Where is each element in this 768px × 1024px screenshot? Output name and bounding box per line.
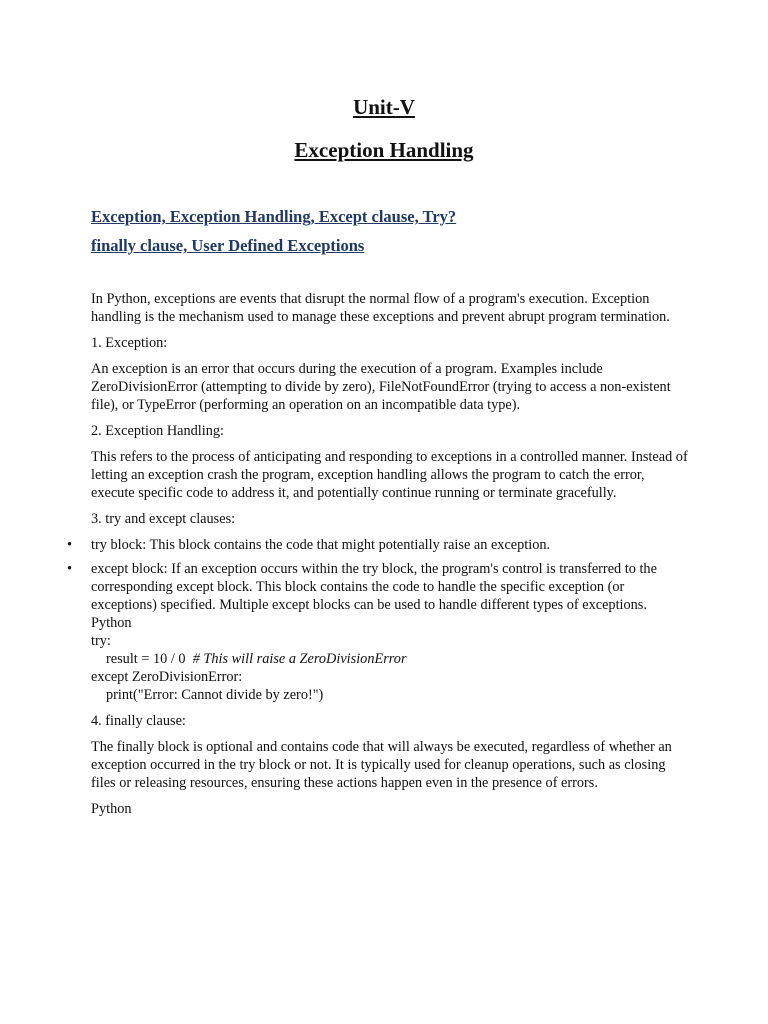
code-line-result [91,650,691,668]
topics-line-2: finally clause, User Defined Exceptions [91,236,365,255]
section-4-heading: 4. finally clause: [91,713,186,729]
bullet-icon: • [67,561,73,577]
document-body [67,290,691,826]
section-2-body: This refers to the process of anticipating and responding to exceptions in a controlled manner. Instead of letting an exception crash the program, exception handling allows the program to catch the error, execute specific code to address it, and potentially continue running or terminate gracefully. [91,449,688,501]
section-4-body: The finally block is optional and contains code that will always be executed, regardless of whether an exception occurred in the try block or not. It is typically used for cleanup operations, such as closing files or releasing resources, ensuring these actions happen even in the presence of errors. [91,739,672,791]
code-comment: # This will raise a ZeroDivisionError [192,651,407,667]
section-2-heading: 2. Exception Handling: [91,423,225,439]
list-item [67,536,691,554]
page-title: Exception Handling [294,138,474,162]
section-1-heading: 1. Exception: [91,335,168,351]
code-line-except: except ZeroDivisionError: [91,669,243,685]
bullet-text-except: except block: If an exception occurs within the try block, the program's control is transferred to the corresponding except block. This block contains the code to handle the specific exception (or exceptions) specified. Multiple except blocks can be used to handle different types of exceptions. [91,561,657,613]
bullet-text-try: try block: This block contains the code that might potentially raise an exception. [91,537,551,553]
code-language-label: Python [91,615,132,631]
code-example [91,614,691,704]
code-line-print: print("Error: Cannot divide by zero!") [106,687,324,703]
intro-paragraph: In Python, exceptions are events that disrupt the normal flow of a program's execution. Exception handling is the mechanism used to manage these exceptions and prevent abrupt program termination. [91,291,670,325]
code-line-try: try: [91,633,111,649]
unit-heading: Unit-V [353,95,415,119]
section-3-bullet-list [67,536,691,704]
section-4-language-label: Python [91,801,132,817]
bullet-icon: • [67,537,73,553]
section-3-heading: 3. try and except clauses: [91,511,236,527]
list-item [67,560,691,704]
section-1-body: An exception is an error that occurs during the execution of a program. Examples include ZeroDivisionError (attempting to divide by zero), FileNotFoundError (trying to access a non-existent file), or TypeError (performing an operation on an incompatible data type). [91,361,671,413]
code-statement: result = 10 / 0 [106,651,186,667]
topics-line-1: Exception, Exception Handling, Except clause, Try? [91,207,457,226]
